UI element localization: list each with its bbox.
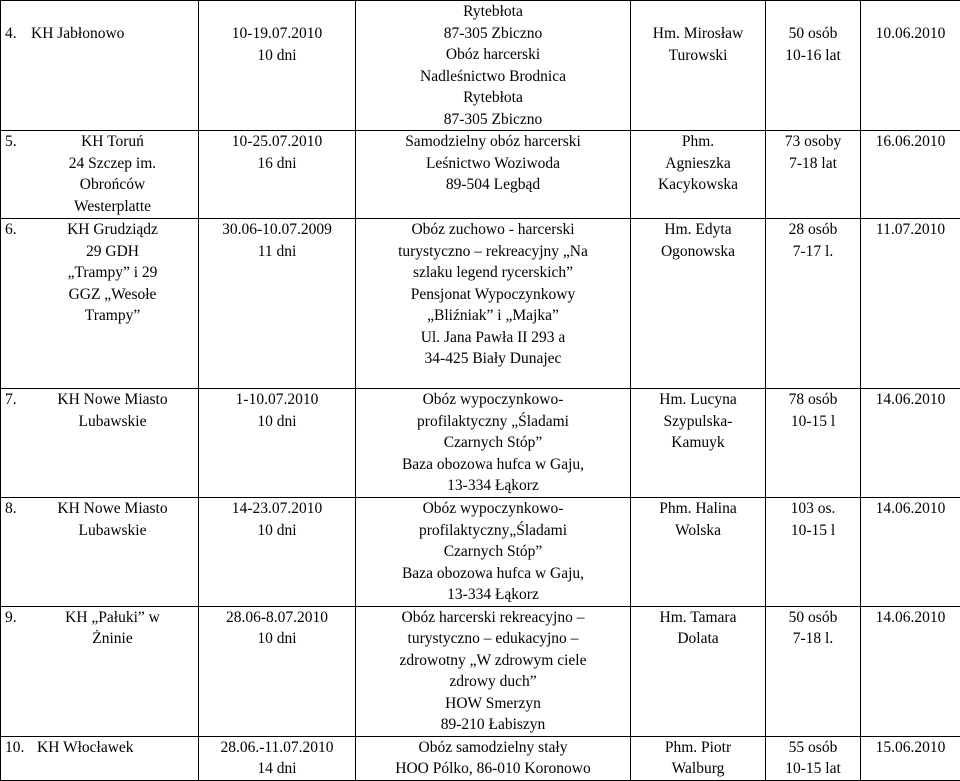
unit-name-line: KH „Pałuki” w <box>31 607 194 629</box>
leader-cell <box>631 1 766 131</box>
place-line: HOW Smerzyn <box>360 693 626 715</box>
report-date-cell <box>861 498 960 607</box>
dates-cell <box>199 736 356 780</box>
unit-name-line: Westerplatte <box>31 196 194 218</box>
dates-cell <box>199 606 356 736</box>
leader-line: Wolska <box>635 520 761 542</box>
place-cell <box>356 389 631 498</box>
table-row <box>1 606 960 736</box>
unit-name-line: KH Grudziądz <box>31 219 194 241</box>
place-line: Obóz samodzielny stały <box>360 737 626 759</box>
participants-cell <box>766 389 861 498</box>
place-line: profilaktyczny„Śladami <box>360 520 626 542</box>
participants-cell <box>766 131 861 219</box>
participant-count: 103 os. <box>770 498 856 520</box>
participant-age: 7-17 l. <box>770 241 856 263</box>
date-range: 28.06-8.07.2010 <box>203 607 351 629</box>
place-cell <box>356 606 631 736</box>
unit-name-line: Żninie <box>31 628 194 650</box>
leader-line: Dolata <box>635 628 761 650</box>
duration: 14 dni <box>203 758 351 780</box>
place-line: Czarnych Stóp” <box>360 541 626 563</box>
dates-cell <box>199 219 356 389</box>
report-date-cell <box>861 219 960 389</box>
duration: 16 dni <box>203 153 351 175</box>
leader-line: Phm. Halina <box>635 498 761 520</box>
table-row <box>1 1 960 131</box>
report-date-cell <box>861 1 960 131</box>
row-number: 8. <box>5 498 31 541</box>
unit-name-line: Trampy” <box>31 305 194 327</box>
table-row <box>1 498 960 607</box>
unit-cell <box>1 389 199 498</box>
report-date: 15.06.2010 <box>865 737 956 759</box>
participants-cell <box>766 1 861 131</box>
duration: 10 dni <box>203 411 351 433</box>
participant-count: 50 osób <box>770 23 856 45</box>
participant-age: 10-15 l <box>770 520 856 542</box>
leader-cell <box>631 498 766 607</box>
place-cell <box>356 1 631 131</box>
report-date-cell <box>861 131 960 219</box>
place-line: 87-305 Zbiczno <box>360 109 626 131</box>
report-date: 10.06.2010 <box>865 23 956 45</box>
date-range: 10-25.07.2010 <box>203 131 351 153</box>
unit-name-line: Lubawskie <box>31 520 194 542</box>
unit-cell <box>1 606 199 736</box>
place-line: zdrowotny „W zdrowym ciele <box>360 650 626 672</box>
leader-cell <box>631 606 766 736</box>
participant-count: 78 osób <box>770 389 856 411</box>
place-line: Samodzielny obóz harcerski <box>360 131 626 153</box>
place-line: Obóz harcerski <box>360 44 626 66</box>
place-line: Obóz zuchowo - harcerski <box>360 219 626 241</box>
leader-line: Hm. Lucyna <box>635 389 761 411</box>
leader-line: Kacykowska <box>635 174 761 196</box>
leader-line: Ogonowska <box>635 241 761 263</box>
unit-name-line: KH Jabłonowo <box>31 23 194 45</box>
participant-count: 55 osób <box>770 737 856 759</box>
participant-age: 10-16 lat <box>770 45 856 67</box>
unit-name-line: „Trampy” i 29 <box>31 262 194 284</box>
leader-line: Hm. Mirosław <box>635 23 761 45</box>
place-line: Baza obozowa hufca w Gaju, <box>360 563 626 585</box>
place-line: profilaktyczny „Śladami <box>360 411 626 433</box>
place-line: „Bliźniak” i „Majka” <box>360 305 626 327</box>
place-cell <box>356 736 631 780</box>
leader-line: Turowski <box>635 45 761 67</box>
date-range: 10-19.07.2010 <box>203 23 351 45</box>
leader-cell <box>631 389 766 498</box>
place-line: 34-425 Biały Dunajec <box>360 348 626 370</box>
place-line: 87-305 Zbiczno <box>360 23 626 45</box>
leader-line: Phm. Piotr <box>635 737 761 759</box>
report-date: 16.06.2010 <box>865 131 956 153</box>
place-line: Leśnictwo Woziwoda <box>360 153 626 175</box>
place-line: Pensjonat Wypoczynkowy <box>360 284 626 306</box>
date-range: 14-23.07.2010 <box>203 498 351 520</box>
participants-cell <box>766 606 861 736</box>
leader-cell <box>631 219 766 389</box>
unit-name-line: GGZ „Wesołe <box>31 284 194 306</box>
unit-name-line: KH Toruń <box>31 131 194 153</box>
place-line: Czarnych Stóp” <box>360 432 626 454</box>
row-number: 4. <box>5 23 31 45</box>
dates-cell <box>199 389 356 498</box>
unit-name-line: Obrońców <box>31 174 194 196</box>
participant-age: 7-18 lat <box>770 153 856 175</box>
place-line: Obóz wypoczynkowo- <box>360 498 626 520</box>
date-range: 30.06-10.07.2009 <box>203 219 351 241</box>
report-date-cell <box>861 389 960 498</box>
place-line: HOO Pólko, 86-010 Koronowo <box>360 758 626 780</box>
unit-cell <box>1 736 199 780</box>
leader-line: Kamuyk <box>635 432 761 454</box>
leader-line: Agnieszka <box>635 153 761 175</box>
row-number: 10. <box>5 737 31 759</box>
participant-age: 10-15 l <box>770 411 856 433</box>
unit-name-line: KH Nowe Miasto <box>31 389 194 411</box>
report-date: 11.07.2010 <box>865 219 956 241</box>
camps-table-body <box>1 1 960 781</box>
participant-count: 73 osoby <box>770 131 856 153</box>
duration: 11 dni <box>203 241 351 263</box>
place-line: Rytebłota <box>360 87 626 109</box>
report-date: 14.06.2010 <box>865 607 956 629</box>
row-number: 6. <box>5 219 31 327</box>
place-line: Obóz wypoczynkowo- <box>360 389 626 411</box>
participants-cell <box>766 219 861 389</box>
dates-cell <box>199 498 356 607</box>
date-range: 28.06.-11.07.2010 <box>203 737 351 759</box>
dates-cell <box>199 1 356 131</box>
participant-age: 7-18 l. <box>770 628 856 650</box>
row-number: 9. <box>5 607 31 650</box>
table-row <box>1 219 960 389</box>
place-line: Ul. Jana Pawła II 293 a <box>360 327 626 349</box>
unit-cell <box>1 131 199 219</box>
leader-line: Hm. Edyta <box>635 219 761 241</box>
participant-age: 10-15 lat <box>770 758 856 780</box>
unit-name-line: 24 Szczep im. <box>31 153 194 175</box>
participant-count: 50 osób <box>770 607 856 629</box>
leader-line: Phm. <box>635 131 761 153</box>
leader-line: Hm. Tamara <box>635 607 761 629</box>
place-line: Baza obozowa hufca w Gaju, <box>360 454 626 476</box>
participant-count: 28 osób <box>770 219 856 241</box>
duration: 10 dni <box>203 45 351 67</box>
report-date: 14.06.2010 <box>865 498 956 520</box>
row-number: 7. <box>5 389 31 432</box>
unit-cell <box>1 1 199 131</box>
duration: 10 dni <box>203 628 351 650</box>
unit-cell <box>1 498 199 607</box>
place-line: turystyczno – rekreacyjny „Na <box>360 241 626 263</box>
table-row <box>1 131 960 219</box>
participants-cell <box>766 498 861 607</box>
place-line: Rytebłota <box>360 1 626 23</box>
unit-name-line: Lubawskie <box>31 411 194 433</box>
place-line: Obóz harcerski rekreacyjno – <box>360 607 626 629</box>
table-row <box>1 389 960 498</box>
place-line: szlaku legend rycerskich” <box>360 262 626 284</box>
place-cell <box>356 219 631 389</box>
place-line: 89-504 Legbąd <box>360 174 626 196</box>
place-line: Nadleśnictwo Brodnica <box>360 66 626 88</box>
dates-cell <box>199 131 356 219</box>
place-line: 13-334 Łąkorz <box>360 475 626 497</box>
report-date: 14.06.2010 <box>865 389 956 411</box>
unit-cell <box>1 219 199 389</box>
place-line: turystyczno – edukacyjno – <box>360 628 626 650</box>
table-row <box>1 736 960 780</box>
date-range: 1-10.07.2010 <box>203 389 351 411</box>
leader-line: Szypulska- <box>635 411 761 433</box>
unit-name-line: KH Włocławek <box>37 737 194 759</box>
place-cell <box>356 131 631 219</box>
report-date-cell <box>861 736 960 780</box>
unit-name-line: KH Nowe Miasto <box>31 498 194 520</box>
place-line: 89-210 Łabiszyn <box>360 714 626 736</box>
participants-cell <box>766 736 861 780</box>
report-date-cell <box>861 606 960 736</box>
row-number: 5. <box>5 131 31 217</box>
leader-cell <box>631 736 766 780</box>
place-cell <box>356 498 631 607</box>
place-line: 13-334 Łąkorz <box>360 584 626 606</box>
leader-cell <box>631 131 766 219</box>
leader-line: Walburg <box>635 758 761 780</box>
duration: 10 dni <box>203 520 351 542</box>
unit-name-line: 29 GDH <box>31 241 194 263</box>
place-line: zdrowy duch” <box>360 671 626 693</box>
